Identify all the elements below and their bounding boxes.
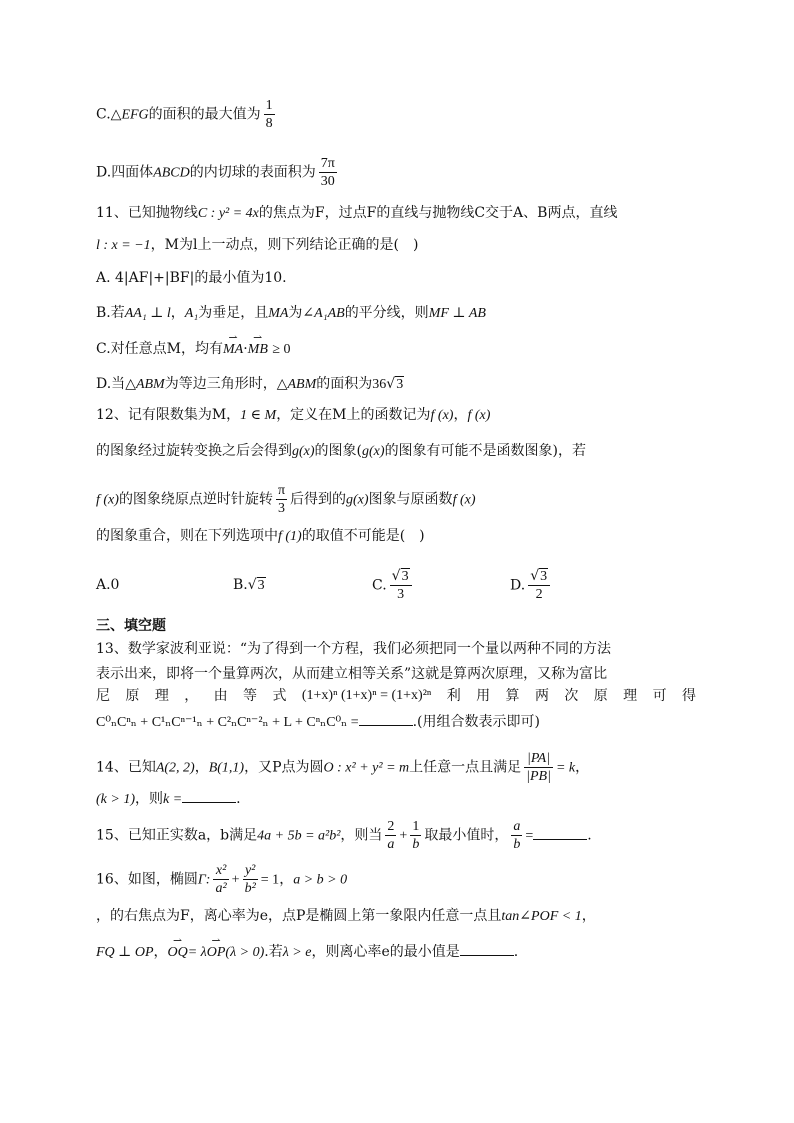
question-text: 的图象绕原点逆时针旋转 [118, 491, 273, 508]
q13-line-3 [96, 686, 696, 706]
question-text: ， [453, 407, 468, 423]
fraction [385, 818, 396, 853]
question-text: 原 [593, 688, 608, 704]
question-text: 用 [476, 688, 491, 704]
option-label: B. [233, 577, 248, 593]
option-text: 的平分线，则 [344, 305, 429, 321]
fraction-denominator: 30 [320, 174, 335, 189]
math-expression: g(x) [346, 492, 369, 508]
question-text: 的图象有可能不是函数图象)，若 [384, 443, 587, 459]
question-text: ，则当 [340, 827, 383, 844]
fraction [410, 818, 421, 853]
fraction [276, 482, 287, 517]
q13-line-2: 表示出来，即将一个量算两次，从而建立相等关系”这就是算两次原理，又称为富比 [96, 666, 608, 682]
fraction-numerator [390, 568, 412, 586]
q12-option-c [372, 568, 415, 603]
option-text: 为等边三角形时， [164, 376, 277, 392]
q16-line-1 [96, 862, 347, 897]
math-expression: AA₁ ⊥ l [124, 306, 171, 321]
option-text: 的面积的最大值为 [148, 106, 261, 123]
radical [530, 568, 548, 585]
q14-line-1 [96, 750, 589, 785]
fraction-denominator: b [513, 837, 521, 852]
question-text: 上任意一点且满足 [409, 759, 522, 776]
triangle-symbol: △ [110, 106, 122, 123]
q11-option-a [96, 268, 287, 288]
question-text: .(用组合数表示即可) [412, 714, 540, 730]
question-text: ， [279, 871, 294, 888]
question-text: 式 [272, 688, 287, 704]
question-text: ，则离心率e的最小值是 [311, 944, 460, 960]
math-expression: = [525, 828, 534, 844]
math-expression: C : y² = 4x [197, 206, 259, 221]
math-expression: + [399, 828, 408, 844]
radical [392, 568, 410, 585]
question-text: ，定义在M上的函数记为 [276, 407, 431, 423]
fraction [528, 568, 550, 603]
math-expression: g(x) [292, 444, 315, 459]
question-text: 由 [213, 688, 228, 704]
question-text: 算 [505, 688, 520, 704]
fraction-denominator: 8 [265, 116, 273, 131]
sqrt-icon: √ [391, 568, 401, 584]
option-label: D. [96, 164, 112, 181]
radicand: 3 [396, 377, 404, 392]
fraction-denominator: 2 [535, 587, 543, 602]
question-text: . [236, 791, 241, 807]
q16-line-2 [96, 906, 596, 927]
question-text: 的图象( [314, 443, 363, 459]
question-text: 16、如图，椭圆 [96, 871, 198, 888]
q12-option-a [96, 575, 119, 595]
math-expression: 4a + 5b = a²b² [257, 828, 341, 844]
math-expression: g(x) [362, 444, 385, 459]
option-text: 四面体 [111, 164, 154, 181]
math-expression: (k > 1) [96, 792, 135, 807]
question-text: ， [581, 908, 596, 924]
math-expression: (λ > 0) [225, 945, 265, 960]
question-text: 14、已知 [96, 759, 156, 776]
sqrt-icon: √ [247, 577, 257, 593]
math-expression: FQ ⊥ OP [96, 945, 154, 960]
math-expression: C⁰ₙCⁿₙ + C¹ₙCⁿ⁻¹ₙ + C²ₙCⁿ⁻²ₙ + L + CⁿₙC⁰ₙ = [96, 715, 359, 730]
question-text: 取最小值时， [424, 827, 509, 844]
math-expression: a > b > 0 [293, 872, 348, 888]
option-text: A.0 [96, 577, 120, 593]
fraction-numerator: x² [213, 862, 228, 880]
math-expression: 1 ∈ M [240, 408, 277, 423]
q13-line-4 [96, 711, 540, 733]
option-text: 为垂足，且 [198, 305, 269, 321]
fraction [390, 568, 412, 603]
q10-option-c [96, 97, 278, 132]
fraction-denominator: b² [244, 881, 256, 896]
fraction-denominator: a² [215, 881, 227, 896]
fraction-numerator: a [513, 819, 521, 834]
question-text: 图象与原函数 [368, 491, 453, 508]
math-expression: ≥ 0 [272, 342, 291, 357]
fraction-numerator: 1 [265, 98, 273, 113]
q12-stem-line-3 [96, 482, 476, 517]
answer-blank [533, 825, 587, 840]
q14-line-2 [96, 788, 241, 810]
q16-line-3 [96, 941, 518, 963]
question-text: 得 [681, 688, 696, 704]
question-text: ， [575, 759, 590, 776]
fraction-denominator: b [412, 837, 420, 852]
math-expression: A₁ [184, 306, 199, 321]
math-expression: l : x = −1 [96, 238, 151, 253]
option-text: D.当 [96, 376, 126, 392]
math-expression: MA [268, 306, 289, 321]
q13-line-1: 13、数学家波利亚说：“为了得到一个方程，我们必须把同一个量以两种不同的方法 [96, 641, 611, 657]
radical [386, 374, 404, 395]
math-expression: = λ [187, 945, 207, 960]
math-expression: = 1 [260, 872, 280, 888]
question-text: .若 [264, 944, 283, 960]
question-text: 两 [534, 688, 549, 704]
answer-blank [182, 788, 236, 803]
sqrt-icon: √ [530, 568, 540, 584]
fraction-denominator: a [387, 837, 395, 852]
question-text: 理 [623, 688, 638, 704]
math-expression: = k [555, 760, 576, 776]
fraction-numerator: y² [243, 862, 258, 880]
math-expression: tan∠POF < 1 [501, 909, 582, 924]
option-text: B.若 [96, 305, 125, 321]
fraction [264, 97, 275, 132]
option-text: ， [170, 305, 185, 321]
question-text: 的图象经过旋转变换之后会得到 [96, 443, 292, 459]
answer-blank [460, 941, 514, 956]
fraction [243, 862, 258, 897]
question-text: . [513, 944, 519, 960]
question-text: 的图象重合，则在下列选项中 [96, 528, 278, 544]
fraction-numerator: 2 [387, 819, 395, 834]
option-label: C. [96, 106, 111, 123]
vector-ma: ⇀ MA [223, 340, 243, 360]
math-expression: f (x) [452, 492, 476, 508]
option-label: C. [372, 577, 387, 594]
question-text: 后得到的 [290, 491, 347, 508]
question-text: 11、已知抛物线 [96, 205, 198, 221]
fraction-numerator [528, 568, 550, 586]
question-text: ， [153, 944, 168, 960]
option-text: A. 4|AF|+|BF|的最小值为10. [96, 270, 287, 286]
question-text: . [587, 827, 592, 844]
q15-line [96, 818, 592, 853]
math-expression: f (1) [278, 529, 302, 544]
fraction-numerator: 7π [320, 156, 335, 171]
question-text: 可 [652, 688, 667, 704]
vector-op: ⇀ OP [207, 943, 226, 963]
question-text: ，又P点为圆 [244, 759, 324, 776]
math-expression: O : x² + y² = m [323, 760, 410, 776]
fraction-numerator: 1 [412, 819, 420, 834]
math-expression: EFG [121, 107, 149, 123]
question-text: ， [184, 688, 199, 704]
q12-option-d [510, 568, 553, 603]
question-text: ，M为l上一动点，则下列结论正确的是( ) [150, 237, 419, 253]
question-text: 利 [446, 688, 461, 704]
q11-stem-line-2 [96, 235, 418, 256]
math-expression: △ABM [125, 377, 165, 392]
fraction-numerator: |PA| [524, 750, 553, 768]
question-text: 等 [243, 688, 258, 704]
vector-oq: ⇀ OQ [168, 943, 188, 963]
math-expression: B(1,1) [208, 760, 245, 776]
math-expression: (1+x)ⁿ (1+x)ⁿ = (1+x)²ⁿ [301, 688, 432, 703]
math-expression: 36 [372, 377, 387, 392]
q12-option-b [233, 575, 266, 596]
question-text: 尼 [96, 688, 110, 704]
question-text: ，的右焦点为F，离心率为e，点P是椭圆上第一象限内任意一点且 [96, 908, 502, 924]
question-text: 12、记有限数集为M， [96, 407, 241, 423]
fraction [511, 818, 522, 853]
fraction [213, 862, 228, 897]
question-text: 15、已知正实数a，b满足 [96, 827, 258, 844]
fraction-denominator: 3 [277, 501, 285, 516]
question-text: 次 [564, 688, 579, 704]
vector-mb: ⇀ MB [248, 340, 268, 360]
fraction [524, 750, 553, 785]
q10-option-d [96, 155, 340, 190]
radical [248, 575, 266, 596]
radicand: 3 [257, 578, 265, 593]
q11-option-b [96, 303, 486, 324]
math-expression: A(2, 2) [155, 760, 195, 776]
option-text: 的内切球的表面积为 [189, 164, 316, 181]
radicand: 3 [401, 569, 409, 584]
question-text: ， [194, 759, 209, 776]
answer-blank [359, 711, 413, 726]
fraction [319, 155, 337, 190]
q12-stem-line-4 [96, 526, 425, 547]
question-text: 原 [125, 688, 140, 704]
math-expression: + [231, 872, 240, 888]
fraction-denominator: |PB| [526, 769, 551, 784]
math-expression: ∠A₁AB [302, 306, 345, 321]
radicand: 3 [540, 569, 548, 584]
math-expression: Γ: [197, 872, 211, 888]
question-text: 理 [154, 688, 169, 704]
fraction-numerator: π [277, 483, 286, 498]
option-text: C.对任意点M，均有 [96, 341, 223, 357]
math-expression: λ > e [282, 945, 312, 960]
math-expression: f (x) [430, 408, 454, 423]
q12-stem-line-2 [96, 441, 586, 462]
option-label: D. [510, 577, 526, 594]
fraction-denominator: 3 [397, 587, 405, 602]
question-text: 的取值不可能是( ) [301, 528, 425, 544]
option-text: 的面积为 [316, 376, 373, 392]
option-text: 为 [288, 305, 303, 321]
math-expression: MF ⊥ AB [428, 306, 486, 321]
question-text: ，则 [135, 791, 163, 807]
q11-option-d [96, 374, 404, 395]
question-text: 的焦点为F，过点F的直线与抛物线C交于A、B两点，直线 [258, 205, 618, 221]
math-expression: △ABM [276, 377, 317, 392]
q12-stem-line-1 [96, 405, 490, 426]
section-title: 三、填空题 [96, 618, 166, 634]
math-expression: f (x) [467, 408, 491, 423]
math-expression: f (x) [96, 492, 119, 508]
q11-stem-line-1 [96, 203, 617, 224]
sqrt-icon: √ [386, 376, 396, 392]
q11-option-c [96, 339, 291, 360]
math-expression: k = [163, 792, 183, 807]
math-expression: ABCD [153, 165, 190, 181]
dot-operator: · [243, 341, 248, 357]
